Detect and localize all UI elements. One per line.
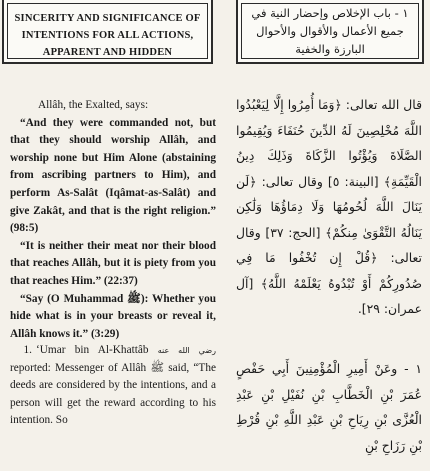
arabic-hadith-1: [236, 344, 422, 471]
arabic-text-column: [236, 92, 422, 322]
english-verse-98-5: “And they were commanded not, but that they should worship Allâh, and worship none but Him Alone (abstaining from ascribing partners to Him), and perform As-Salât (Iqâmat-as-Salât) and give Zakât, and that is the right religion.” (98:5): [10, 116, 216, 235]
hadith-text-rest: reported: Messenger of Allâh ﷺ said, “The deeds are considered by the intentions, and a person will get the reward according to his intention. So: [10, 361, 216, 427]
column-divider: [224, 72, 225, 432]
english-chapter-header: [2, 0, 213, 64]
arabic-chapter-title: ١ - باب الإخلاص وإحضار النية في جميع الأعمال والأقوال والأحوال البارزة والخفية: [251, 6, 409, 56]
english-chapter-title: SINCERITY AND SIGNIFICANCE OF INTENTIONS FOR ALL ACTIONS, APPARENT AND HIDDEN: [14, 13, 201, 58]
hadith-text-start: ‘Umar bin Al-Khattâb: [36, 344, 158, 356]
english-verse-22-37: “It is neither their meat nor their blood that reaches Allâh, but it is piety from you that reaches Him.” (22:37): [10, 239, 216, 287]
arabic-hadith-text: ١ - وعَنْ أَمِيرِ الْمُؤْمِنِينَ أَبِي حَفْصٍ عُمَرَ بْنِ الْخَطَّابِ بْنِ نُفَيْلِ بْنِ عَبْدِ الْعُزَّى بْنِ رِيَاحِ بْنِ عَبْدِ اللَّهِ بْنِ قُرْطِ بْنِ رَزَاحِ بْنِ: [236, 361, 422, 453]
english-text-column: [10, 97, 216, 343]
hadith-honorific: رضي الله عنه: [157, 346, 217, 355]
hadith-number: 1.: [23, 344, 32, 356]
arabic-verses: قال الله تعالى: ﴿وَمَا أُمِرُوا إِلَّا لِيَعْبُدُوا اللَّهَ مُخْلِصِينَ لَهُ الدِّينَ حُنَفَاءَ وَيُقِيمُوا الصَّلَاةَ وَيُؤْتُوا الزَّكَاةَ وَذَلِكَ دِينُ الْقَيِّمَةِ﴾ [البينة: ٥] وقال تعالى: ﴿لَن يَنَالَ اللَّهَ لُحُومُهَا وَلَا دِمَاؤُهَا وَلَٰكِن يَنَالُهُ التَّقْوَىٰ مِنكُمْ﴾ [الحج: ٣٧] وقال تعالى: ﴿قُلْ إِن تُخْفُوا مَا فِي صُدُورِكُمْ أَوْ تُبْدُوهُ يَعْلَمْهُ اللَّهُ﴾ [آل عمران: ٢٩].: [236, 97, 422, 316]
english-intro: Allâh, the Exalted, says:: [38, 99, 149, 111]
arabic-chapter-header: [236, 0, 424, 64]
english-hadith-1: [10, 342, 216, 430]
english-verse-3-29: “Say (O Muhammad ﷺ): Whether you hide what is in your breasts or reveal it, Allâh knows it.” (3:29): [10, 292, 216, 340]
